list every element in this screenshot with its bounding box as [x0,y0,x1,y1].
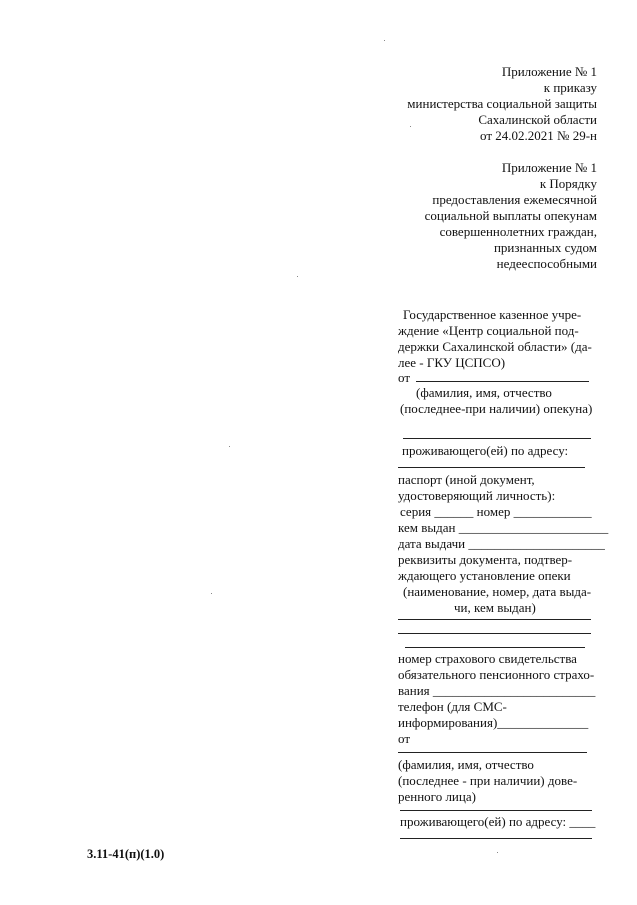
scan-speck [384,40,385,41]
phone-field[interactable]: информирования)______________ [398,715,589,730]
scan-speck [297,276,298,277]
guardianship-doc-caption: (наименование, номер, дата выда- [403,584,592,599]
passport-series-number[interactable]: серия ______ номер ____________ [400,504,592,519]
proxy-address-line[interactable] [400,838,592,839]
scan-speck [410,126,411,127]
appendix-procedure-line-2: к Порядку [539,176,597,191]
appendix-procedure-line-1: Приложение № 1 [501,160,597,175]
form-code: 3.11-41(п)(1.0) [87,847,165,861]
proxy-extra-line[interactable] [400,810,592,811]
appendix-order-line-4: Сахалинской области [478,112,597,127]
passport-issued-by[interactable]: кем выдан _______________________ [398,520,609,535]
recipient-line-4: лее - ГКУ ЦСПСО) [398,355,506,370]
guardianship-doc-line-3[interactable] [405,647,585,648]
guardian-address-line[interactable] [398,467,585,468]
scan-speck [211,593,212,594]
snils-label-2: обязательного пенсионного страхо- [398,667,595,682]
from-label: от [398,370,411,385]
snils-label: номер страхового свидетельства [398,651,577,666]
proxy-fio-caption-3: ренного лица) [398,789,476,804]
appendix-procedure-line-6: признанных судом [493,240,597,255]
appendix-procedure-line-5: совершеннолетних граждан, [439,224,597,239]
proxy-fio-caption: (фамилия, имя, отчество [398,757,534,772]
scan-speck [497,852,498,853]
guardian-fio-caption: (фамилия, имя, отчество [416,385,552,400]
recipient-line-3: держки Сахалинской области» (да- [398,339,592,354]
guardian-address-label: проживающего(ей) по адресу: [402,443,569,458]
guardian-extra-line[interactable] [403,438,591,439]
appendix-order-line-1: Приложение № 1 [501,64,597,79]
recipient-line-2: ждение «Центр социальной под- [398,323,579,338]
appendix-procedure-line-7: недееспособными [496,256,597,271]
guardianship-doc-line-2[interactable] [398,633,591,634]
proxy-fio-line[interactable] [398,752,587,753]
appendix-order-line-3: министерства социальной защиты [407,96,597,111]
guardian-fio-caption-2: (последнее-при наличии) опекуна) [400,401,593,416]
proxy-from-label: от [398,731,411,746]
passport-label: паспорт (иной документ, [398,472,535,487]
proxy-fio-caption-2: (последнее - при наличии) дове- [398,773,578,788]
appendix-order-line-5: от 24.02.2021 № 29-н [480,128,597,143]
guardianship-doc-label: реквизиты документа, подтвер- [398,552,573,567]
appendix-procedure-line-3: предоставления ежемесячной [432,192,597,207]
guardian-fio-line[interactable] [416,381,589,382]
recipient-line-1: Государственное казенное учре- [403,307,582,322]
phone-label: телефон (для СМС- [398,699,507,714]
guardianship-doc-line-1[interactable] [398,619,591,620]
proxy-address-label[interactable]: проживающего(ей) по адресу: ____ [400,814,596,829]
passport-issue-date[interactable]: дата выдачи _____________________ [398,536,605,551]
passport-label-2: удостоверяющий личность): [398,488,556,503]
appendix-order-line-2: к приказу [543,80,597,95]
appendix-procedure-line-4: социальной выплаты опекунам [424,208,597,223]
guardianship-doc-label-2: ждающего установление опеки [398,568,571,583]
snils-field[interactable]: вания _________________________ [398,683,596,698]
scan-speck [229,446,230,447]
guardianship-doc-caption-2: чи, кем выдан) [454,600,536,615]
